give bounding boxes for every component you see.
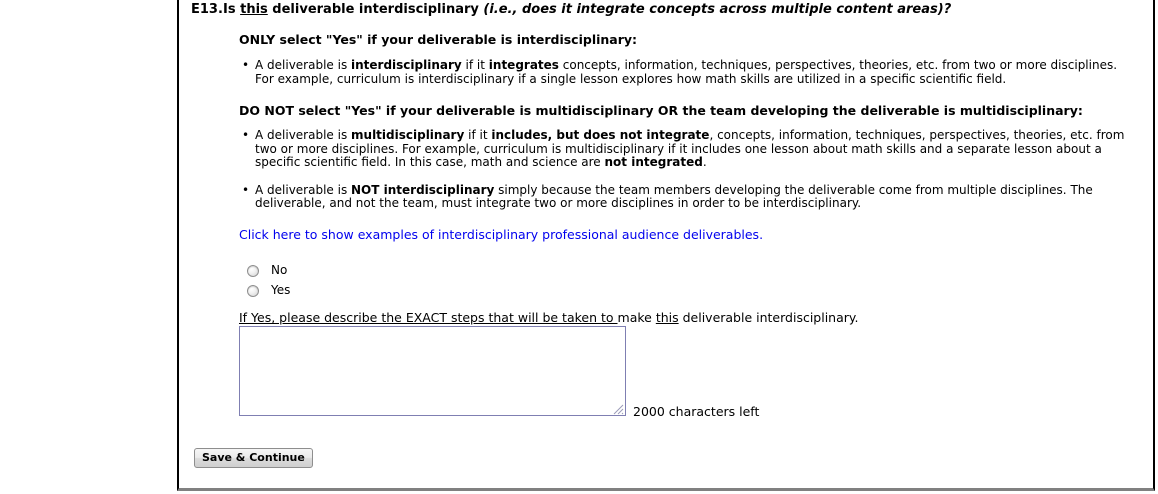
bullet-text: A deliverable is <box>255 128 352 142</box>
bullet-text-bold: not integrated <box>604 155 703 169</box>
textarea-row <box>239 326 1127 420</box>
only-select-heading: ONLY select "Yes" if your deliverable is interdisciplinary: <box>239 32 638 47</box>
question-seg-parenthetical: (i.e., does it integrate concepts across multiple content areas)? <box>483 2 952 17</box>
textarea-label-text: make <box>617 310 656 325</box>
bullet-text: A deliverable is <box>255 182 352 197</box>
examples-link-row <box>239 228 1127 243</box>
bullet-text: if it <box>461 58 489 72</box>
characters-left-counter: 2000 characters left <box>633 404 760 419</box>
do-not-select-heading: DO NOT select "Yes" if your deliverable is multidisciplinary OR the team developing the deliverable is multidisciplinary: <box>239 103 1083 118</box>
textarea-label <box>239 310 1127 325</box>
bullet-text: concepts, information, techniques, perspectives, theories, etc. from two or more disciplines. For example, curriculum is interdisciplinary if a single lesson explores how math skills are utilized in a specific scientific field. <box>255 58 1118 86</box>
radio-row-yes <box>239 281 1127 301</box>
bullet-text: if it <box>464 128 492 142</box>
interdisciplinary-radio-group <box>239 261 1127 301</box>
show-examples-link[interactable]: Click here to show examples of interdisciplinary professional audience deliverables. <box>239 226 764 242</box>
radio-no-label: No <box>271 263 288 278</box>
question-seg: deliverable interdisciplinary <box>267 2 484 17</box>
bullet-text-bold: interdisciplinary <box>351 58 462 72</box>
instructions-block <box>239 32 1127 420</box>
question-text <box>223 2 951 17</box>
bullet-text-bold: includes, but does not integrate <box>491 128 710 142</box>
question-row <box>191 2 1153 17</box>
resize-grip-icon[interactable] <box>612 403 624 415</box>
radio-no[interactable] <box>247 265 259 277</box>
textarea-label-text: deliverable interdisciplinary. <box>678 310 859 325</box>
bullet-interdisciplinary-definition <box>239 59 1127 86</box>
bullet-not-interdisciplinary-note <box>239 184 1127 211</box>
radio-yes-label: Yes <box>271 283 291 298</box>
question-number: E13. <box>191 2 223 17</box>
bullet-text-bold: NOT interdisciplinary <box>351 182 495 197</box>
form-panel <box>177 0 1155 491</box>
question-seg-this: this <box>240 2 268 17</box>
bullet-text: A deliverable is <box>255 58 352 72</box>
bullet-text-bold: integrates <box>488 58 559 72</box>
textarea-label-this: this <box>655 310 679 325</box>
radio-yes[interactable] <box>247 285 259 297</box>
bullet-text-bold: multidisciplinary <box>351 128 465 142</box>
question-seg: Is <box>223 2 241 17</box>
textarea-label-underlined: If Yes, please describe the EXACT steps that will be taken to <box>239 310 618 325</box>
button-row <box>194 446 1153 468</box>
steps-textarea[interactable] <box>239 326 626 416</box>
bullet-text: . <box>702 155 707 169</box>
bullet-text: , concepts, information, techniques, perspectives, theories, etc. from two or more disciplines. For example, curriculum is multidisciplinary if it includes one lesson about math skills and a separate lesson about a specific scientific field. In this case, math and science are <box>255 128 1125 169</box>
save-continue-button[interactable]: Save & Continue <box>194 448 313 468</box>
radio-row-no <box>239 261 1127 281</box>
textarea-wrap <box>239 326 626 420</box>
bullet-multidisciplinary-definition <box>239 129 1127 170</box>
bullet-text: simply because the team members developing the deliverable come from multiple disciplines. The deliverable, and not the team, must integrate two or more disciplines in order to be interdisciplinary. <box>255 182 1093 210</box>
